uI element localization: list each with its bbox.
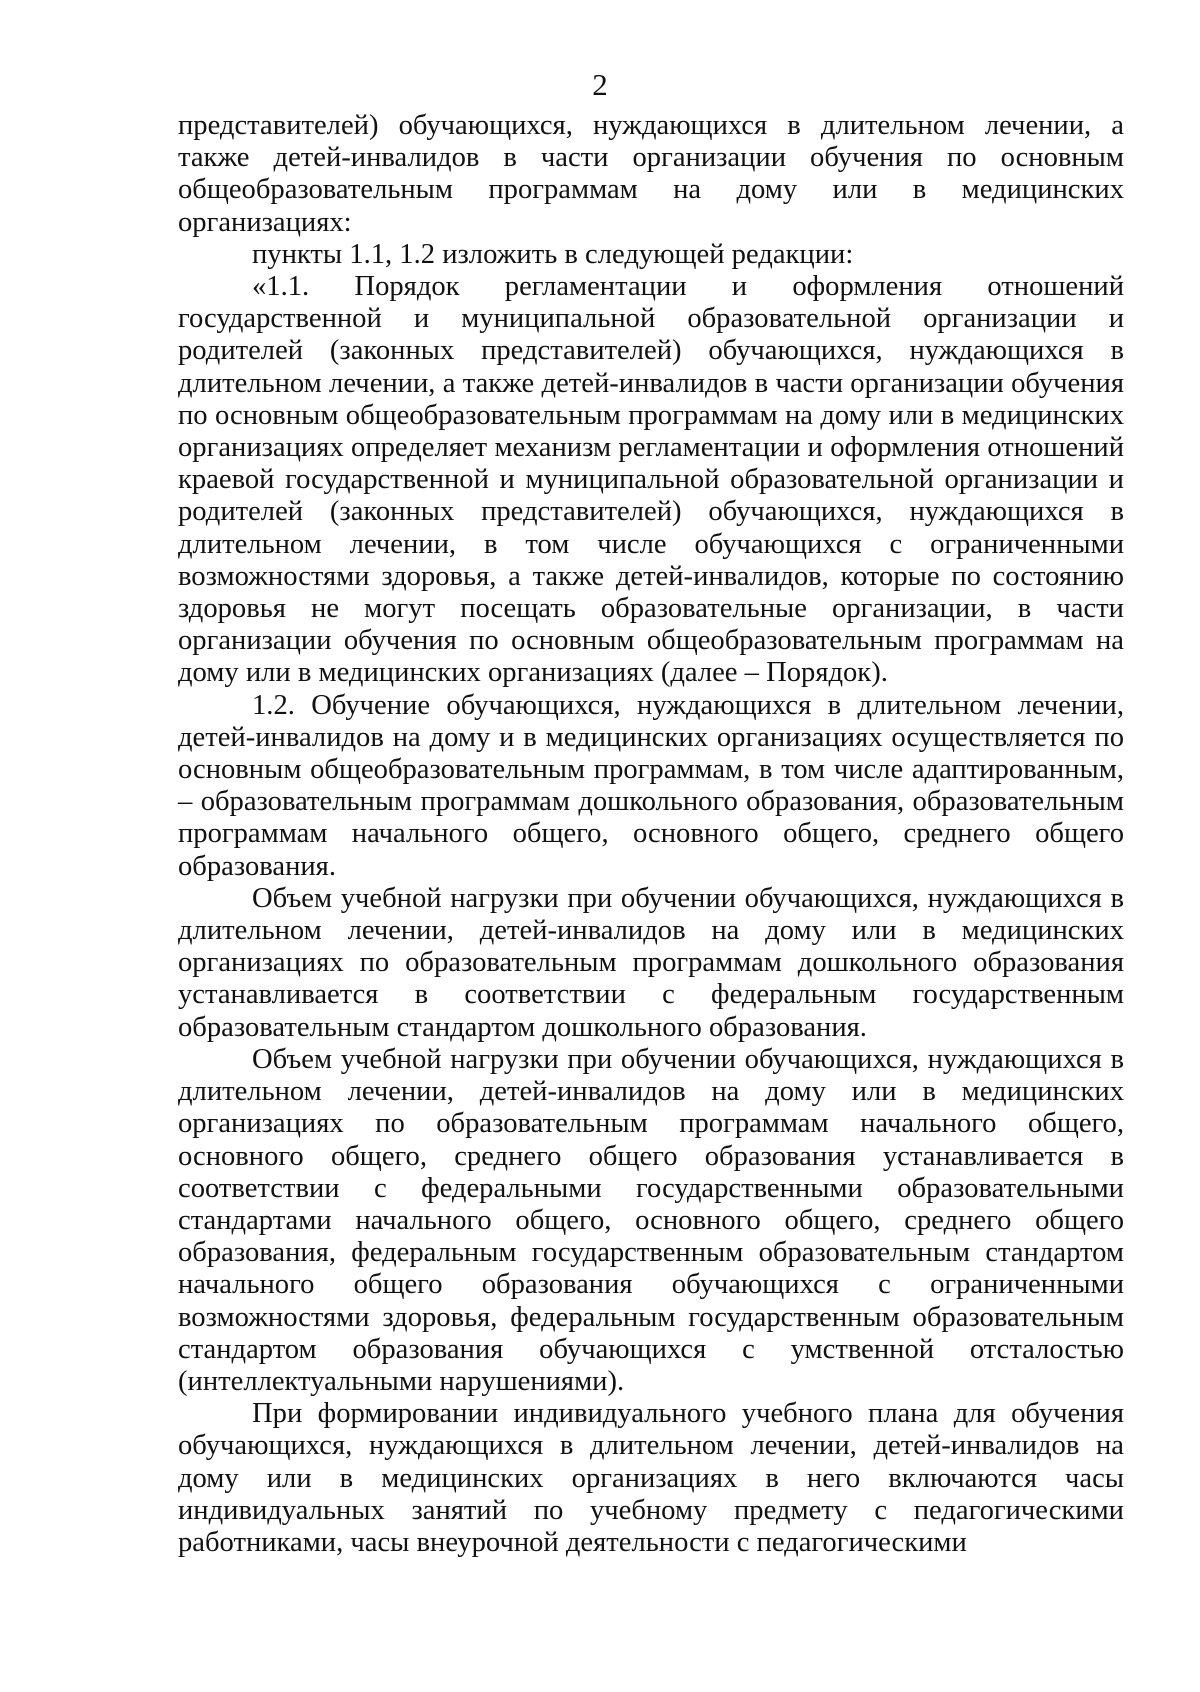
paragraph-point-1-1: «1.1. Порядок регламентации и оформления отношений государственной и муниципальной образовательной организации и родителей (законных представителей) обучающихся, нуждающихся в длительном лечении, а также детей-инвалидов в части организации обучения по основным общеобразовательным программам на дому или в медицинских организациях определяет механизм регламентации и оформления отношений краевой государственной и муниципальной образовательной организации и родителей (законных представителей) обучающихся, нуждающихся в длительном лечении, в том числе обучающихся с ограниченными возможностями здоровья, а также детей-инвалидов, которые по состоянию здоровья не могут посещать образовательные организации, в части организации обучения по основным общеобразовательным программам на дому или в медицинских организациях (далее – Порядок).: [178, 271, 1124, 689]
paragraph-individual-plan: При формировании индивидуального учебного плана для обучения обучающихся, нуждающихся в длительном лечении, детей-инвалидов на дому или в медицинских организациях в него включаются часы индивидуальных занятий по учебному предмету с педагогическими работниками, часы внеурочной деятельности с педагогическими: [178, 1398, 1124, 1558]
paragraph-intro: пункты 1.1, 1.2 изложить в следующей редакции:: [252, 238, 854, 270]
paragraph-continuation: представителей) обучающихся, нуждающихся в длительном лечении, а также детей-инвалидов в части организации обучения по основным общеобразовательным программам на дому или в медицинских организациях:: [178, 110, 1124, 238]
paragraph-load-preschool: Объем учебной нагрузки при обучении обучающихся, нуждающихся в длительном лечении, детей-инвалидов на дому или в медицинских организациях по образовательным программам дошкольного образования устанавливается в соответствии с федеральным государственным образовательным стандартом дошкольного образования.: [178, 882, 1124, 1043]
page-number: 2: [592, 67, 608, 102]
document-body: [178, 110, 1124, 1559]
paragraph-load-general: Объем учебной нагрузки при обучении обучающихся, нуждающихся в длительном лечении, детей-инвалидов на дому или в медицинских организациях по образовательным программам начального общего, основного общего, среднего общего образования устанавливается в соответствии с федеральными государственными образовательными стандартами начального общего, основного общего, среднего общего образования, федеральным государственным образовательным стандартом начального общего образования обучающихся с ограниченными возможностями здоровья, федеральным государственным образовательным стандартом образования обучающихся с умственной отсталостью (интеллектуальными нарушениями).: [178, 1043, 1124, 1397]
paragraph-point-1-2: 1.2. Обучение обучающихся, нуждающихся в длительном лечении, детей-инвалидов на дому и в медицинских организациях осуществляется по основным общеобразовательным программам, в том числе адаптированным, – образовательным программам дошкольного образования, образовательным программам начального общего, основного общего, среднего общего образования.: [178, 689, 1124, 882]
